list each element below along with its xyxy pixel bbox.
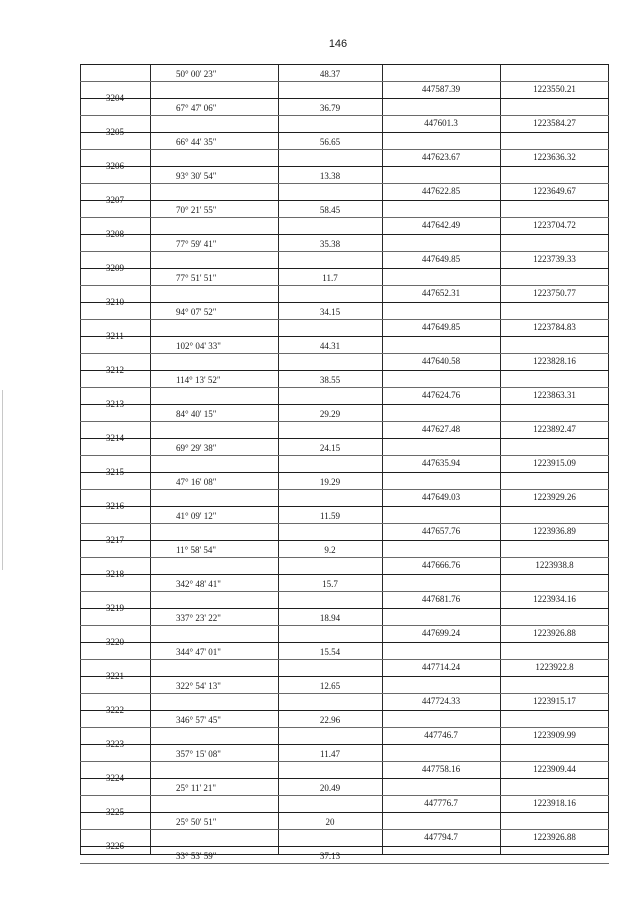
coordinate-y: 1223918.16 [533, 798, 576, 808]
point-number: 3224 [106, 773, 124, 783]
coordinate-x: 447649.03 [421, 492, 461, 502]
row-divider [80, 200, 609, 201]
coordinate-x: 447666.76 [421, 560, 461, 570]
segment-distance: 22.96 [319, 715, 341, 725]
coordinate-table [80, 64, 609, 861]
row-divider [80, 778, 609, 779]
coordinate-y: 1223649.67 [533, 186, 576, 196]
row-divider [80, 642, 609, 643]
point-number: 3217 [106, 535, 124, 545]
bearing-angle: 77° 51' 51" [176, 273, 217, 283]
bearing-angle: 322° 54' 13" [176, 681, 221, 691]
row-divider [80, 710, 609, 711]
row-divider [80, 438, 609, 439]
coordinate-x: 447699.24 [421, 628, 461, 638]
point-number: 3226 [106, 841, 124, 851]
row-divider [80, 455, 609, 456]
segment-distance: 19.29 [319, 477, 341, 487]
row-divider [80, 319, 609, 320]
first-distance: 48.37 [319, 69, 341, 79]
point-number: 3223 [106, 739, 124, 749]
row-divider [80, 302, 609, 303]
point-number: 3210 [106, 297, 124, 307]
coordinate-x: 447746.7 [424, 730, 458, 740]
segment-distance: 35.38 [319, 239, 341, 249]
row-divider [80, 285, 609, 286]
point-number: 3209 [106, 263, 124, 273]
point-number: 3211 [106, 331, 124, 341]
row-divider [80, 234, 609, 235]
point-number: 3212 [106, 365, 124, 375]
coordinate-y: 1223750.77 [533, 288, 576, 298]
row-divider [80, 608, 609, 609]
coordinate-x: 447622.85 [421, 186, 461, 196]
point-number: 3220 [106, 637, 124, 647]
coordinate-y: 1223929.26 [533, 492, 576, 502]
bearing-angle: 77° 59' 41" [176, 239, 217, 249]
coordinate-y: 1223915.09 [533, 458, 576, 468]
bearing-angle: 337° 23' 22" [176, 613, 221, 623]
coordinate-x: 447624.76 [421, 390, 461, 400]
row-divider [80, 336, 609, 337]
segment-distance: 11.7 [322, 273, 338, 283]
segment-distance: 56.65 [319, 137, 341, 147]
coordinate-y: 1223784.83 [533, 322, 576, 332]
segment-distance: 34.15 [319, 307, 341, 317]
segment-distance: 9.2 [324, 545, 336, 555]
point-number: 3205 [106, 127, 124, 137]
bearing-angle: 25° 50' 51" [176, 817, 217, 827]
row-divider [80, 693, 609, 694]
scan-edge-mark [2, 390, 3, 570]
row-divider [80, 557, 609, 558]
point-number: 3225 [106, 807, 124, 817]
segment-distance: 44.31 [319, 341, 341, 351]
coordinate-y: 1223922.8 [535, 662, 574, 672]
row-divider [80, 115, 609, 116]
coordinate-x: 447642.49 [421, 220, 461, 230]
point-number: 3215 [106, 467, 124, 477]
point-number: 3206 [106, 161, 124, 171]
coordinate-x: 447776.7 [424, 798, 458, 808]
coordinate-x: 447587.39 [421, 84, 461, 94]
row-divider [80, 795, 609, 796]
point-number: 3207 [106, 195, 124, 205]
coordinate-y: 1223863.31 [533, 390, 576, 400]
coordinate-y: 1223926.88 [533, 832, 576, 842]
bearing-angle: 84° 40' 15" [176, 409, 217, 419]
segment-distance: 15.7 [322, 579, 338, 589]
coordinate-y: 1223584.27 [533, 118, 576, 128]
bearing-angle: 344° 47' 01" [176, 647, 221, 657]
row-divider [80, 217, 609, 218]
coordinate-y: 1223892.47 [533, 424, 576, 434]
coordinate-y: 1223739.33 [533, 254, 576, 264]
row-divider [80, 591, 609, 592]
coordinate-y: 1223704.72 [533, 220, 576, 230]
bearing-angle: 47° 16' 08" [176, 477, 217, 487]
row-divider [80, 353, 609, 354]
segment-distance: 12.65 [319, 681, 341, 691]
row-divider [80, 574, 609, 575]
row-divider [80, 421, 609, 422]
segment-distance: 11.59 [320, 511, 340, 521]
bearing-angle: 69° 29' 38" [176, 443, 217, 453]
coordinate-y: 1223915.17 [533, 696, 576, 706]
row-divider [80, 268, 609, 269]
coordinate-y: 1223909.99 [533, 730, 576, 740]
segment-distance: 36.79 [319, 103, 341, 113]
row-divider [80, 625, 609, 626]
coordinate-y: 1223550.21 [533, 84, 576, 94]
coordinate-x: 447681.76 [421, 594, 461, 604]
bearing-angle: 114° 13' 52" [176, 375, 221, 385]
bearing-angle: 41° 09' 12" [176, 511, 217, 521]
coordinate-x: 447714.24 [421, 662, 461, 672]
bearing-angle: 25° 11' 21" [176, 783, 217, 793]
row-divider [80, 149, 609, 150]
row-divider [80, 81, 609, 82]
row-divider [80, 506, 609, 507]
row-divider [80, 472, 609, 473]
row-divider [80, 183, 609, 184]
point-number: 3213 [106, 399, 124, 409]
row-divider [80, 166, 609, 167]
point-number: 3208 [106, 229, 124, 239]
point-number: 3221 [106, 671, 124, 681]
coordinate-y: 1223828.16 [533, 356, 576, 366]
row-divider [80, 132, 609, 133]
row-divider [80, 761, 609, 762]
bearing-angle: 346° 57' 45" [176, 715, 221, 725]
first-angle: 50° 00' 23" [176, 69, 217, 79]
row-divider [80, 659, 609, 660]
row-divider [80, 540, 609, 541]
coordinate-y: 1223938.8 [535, 560, 574, 570]
segment-distance: 20.49 [319, 783, 341, 793]
bearing-angle: 11° 58' 54" [176, 545, 217, 555]
coordinate-x: 447635.94 [421, 458, 461, 468]
coordinate-x: 447623.67 [421, 152, 461, 162]
point-number: 3218 [106, 569, 124, 579]
segment-distance: 58.45 [319, 205, 341, 215]
segment-distance: 24.15 [319, 443, 341, 453]
row-divider [80, 863, 609, 864]
coordinate-x: 447649.85 [421, 322, 461, 332]
bearing-angle: 102° 04' 33" [176, 341, 221, 351]
bearing-angle: 357° 15' 08" [176, 749, 221, 759]
coordinate-x: 447758.16 [421, 764, 461, 774]
row-divider [80, 404, 609, 405]
segment-distance: 38.55 [319, 375, 341, 385]
row-divider [80, 98, 609, 99]
row-divider [80, 676, 609, 677]
coordinate-x: 447649.85 [421, 254, 461, 264]
row-divider [80, 812, 609, 813]
point-number: 3216 [106, 501, 124, 511]
bearing-angle: 67° 47' 06" [176, 103, 217, 113]
row-divider [80, 846, 609, 847]
segment-distance: 29.29 [319, 409, 341, 419]
coordinate-y: 1223909.44 [533, 764, 576, 774]
row-divider [80, 829, 609, 830]
bearing-angle: 342° 48' 41" [176, 579, 221, 589]
coordinate-x: 447657.76 [421, 526, 461, 536]
point-number: 3214 [106, 433, 124, 443]
coordinate-y: 1223926.88 [533, 628, 576, 638]
row-divider [80, 523, 609, 524]
coordinate-x: 447652.31 [421, 288, 461, 298]
segment-distance: 20 [325, 817, 335, 827]
row-divider [80, 727, 609, 728]
segment-distance: 11.47 [320, 749, 340, 759]
row-divider [80, 489, 609, 490]
segment-distance: 18.94 [319, 613, 341, 623]
row-divider [80, 370, 609, 371]
bearing-angle: 33° 53' 59" [176, 851, 217, 861]
coordinate-x: 447640.58 [421, 356, 461, 366]
coordinate-x: 447627.48 [421, 424, 461, 434]
bearing-angle: 94° 07' 52" [176, 307, 217, 317]
point-number: 3219 [106, 603, 124, 613]
point-number: 3222 [106, 705, 124, 715]
row-divider [80, 744, 609, 745]
coordinate-x: 447794.7 [424, 832, 458, 842]
bearing-angle: 66° 44' 35" [176, 137, 217, 147]
table-border-top [80, 64, 609, 65]
coordinate-x: 447601.3 [424, 118, 458, 128]
page-number: 146 [328, 38, 348, 50]
segment-distance: 13.38 [319, 171, 341, 181]
row-divider [80, 387, 609, 388]
segment-distance: 15.54 [319, 647, 341, 657]
coordinate-y: 1223636.32 [533, 152, 576, 162]
bearing-angle: 93° 30' 54" [176, 171, 217, 181]
segment-distance: 37.13 [319, 851, 341, 861]
bearing-angle: 70° 21' 55" [176, 205, 217, 215]
coordinate-y: 1223936.89 [533, 526, 576, 536]
point-number: 3204 [106, 93, 124, 103]
coordinate-y: 1223934.16 [533, 594, 576, 604]
coordinate-x: 447724.33 [421, 696, 461, 706]
row-divider [80, 251, 609, 252]
